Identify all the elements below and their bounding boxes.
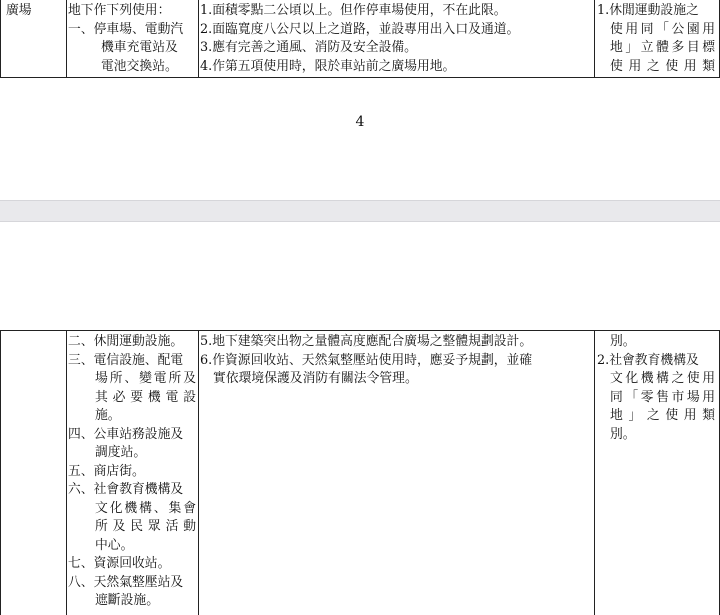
cell-line: 其必要機電設 (95, 389, 196, 405)
cell-line: 3.應有完善之通風、消防及安全設備。 (200, 40, 417, 55)
cell-line: 中心。 (95, 537, 134, 553)
table-border (594, 0, 595, 77)
cell-line: 別。 (610, 426, 636, 442)
document-page-bottom (0, 222, 720, 615)
table-border (66, 330, 67, 615)
cell-line: 使用同「公園用 (610, 21, 715, 37)
table-cell-notes (597, 333, 715, 444)
cell-line: 場所、變電所及 (95, 371, 196, 386)
table-cell-category (6, 2, 32, 21)
table-border (0, 77, 720, 78)
cell-line: 施。 (95, 408, 121, 423)
cell-line: 調度站。 (95, 445, 147, 460)
cell-line: 文化機構之使用 (610, 371, 715, 386)
cell-line: 1.休閒運動設施之 (597, 3, 699, 18)
cell-line: 2.社會教育機構及 (597, 352, 699, 368)
cell-line: 實依環境保護及消防有關法令管理。 (213, 371, 418, 386)
regulation-table-top (0, 0, 720, 78)
table-cell-permitted-uses (68, 2, 196, 76)
regulation-table-bottom (0, 330, 720, 615)
table-border (0, 330, 720, 331)
table-border (0, 330, 1, 615)
page-number: 4 (355, 114, 365, 130)
cell-line: 地下作下列使用： (68, 3, 171, 18)
cell-line: 三、電信設施、配電 (68, 352, 184, 368)
cell-line: 地」立體多目標 (610, 40, 715, 55)
cell-line: 機車充電站及 (101, 40, 178, 55)
cell-line: 1.面積零點二公頃以上。但作停車場使用，不在此限。 (200, 3, 507, 18)
table-border (594, 330, 595, 615)
cell-line: 2.面臨寬度八公尺以上之道路，並設專用出入口及通道。 (200, 21, 520, 37)
cell-line: 六、社會教育機構及 (68, 482, 184, 497)
cell-line: 4.作第五項使用時，限於車站前之廣場用地。 (200, 58, 456, 74)
table-border (66, 0, 67, 77)
cell-line: 二、休閒運動設施。 (68, 334, 184, 349)
cell-line: 5.地下建築突出物之量體高度應配合廣場之整體規劃設計。 (200, 334, 533, 349)
cell-line: 四、公車站務設施及 (68, 426, 184, 442)
table-cell-notes (597, 2, 715, 76)
page-separator (0, 200, 720, 222)
cell-line: 所及民眾活動 (95, 519, 196, 534)
cell-line: 別。 (610, 334, 636, 349)
cell-line: 一、停車場、電動汽 (68, 21, 184, 37)
cell-line: 八、天然氣整壓站及 (68, 574, 184, 590)
cell-line: 廣場 (6, 3, 32, 18)
cell-line: 七、資源回收站。 (68, 556, 171, 571)
table-cell-conditions (200, 2, 519, 76)
table-cell-conditions (200, 333, 532, 389)
cell-line: 同「零售市場用 (610, 389, 715, 405)
document-page-top (0, 0, 720, 200)
cell-line: 電池交換站。 (101, 58, 178, 74)
table-border (198, 0, 199, 77)
cell-line: 6.作資源回收站、天然氣整壓站使用時，應妥予規劃，並確 (200, 352, 533, 368)
table-cell-permitted-uses (68, 333, 196, 611)
cell-line: 遮斷設施。 (95, 593, 159, 608)
table-border (198, 330, 199, 615)
cell-line: 使用之使用類 (610, 58, 715, 74)
cell-line: 五、商店街。 (68, 463, 145, 479)
table-border (0, 0, 1, 77)
cell-line: 文化機構、集會 (95, 500, 196, 516)
cell-line: 地」之使用類 (610, 408, 715, 423)
